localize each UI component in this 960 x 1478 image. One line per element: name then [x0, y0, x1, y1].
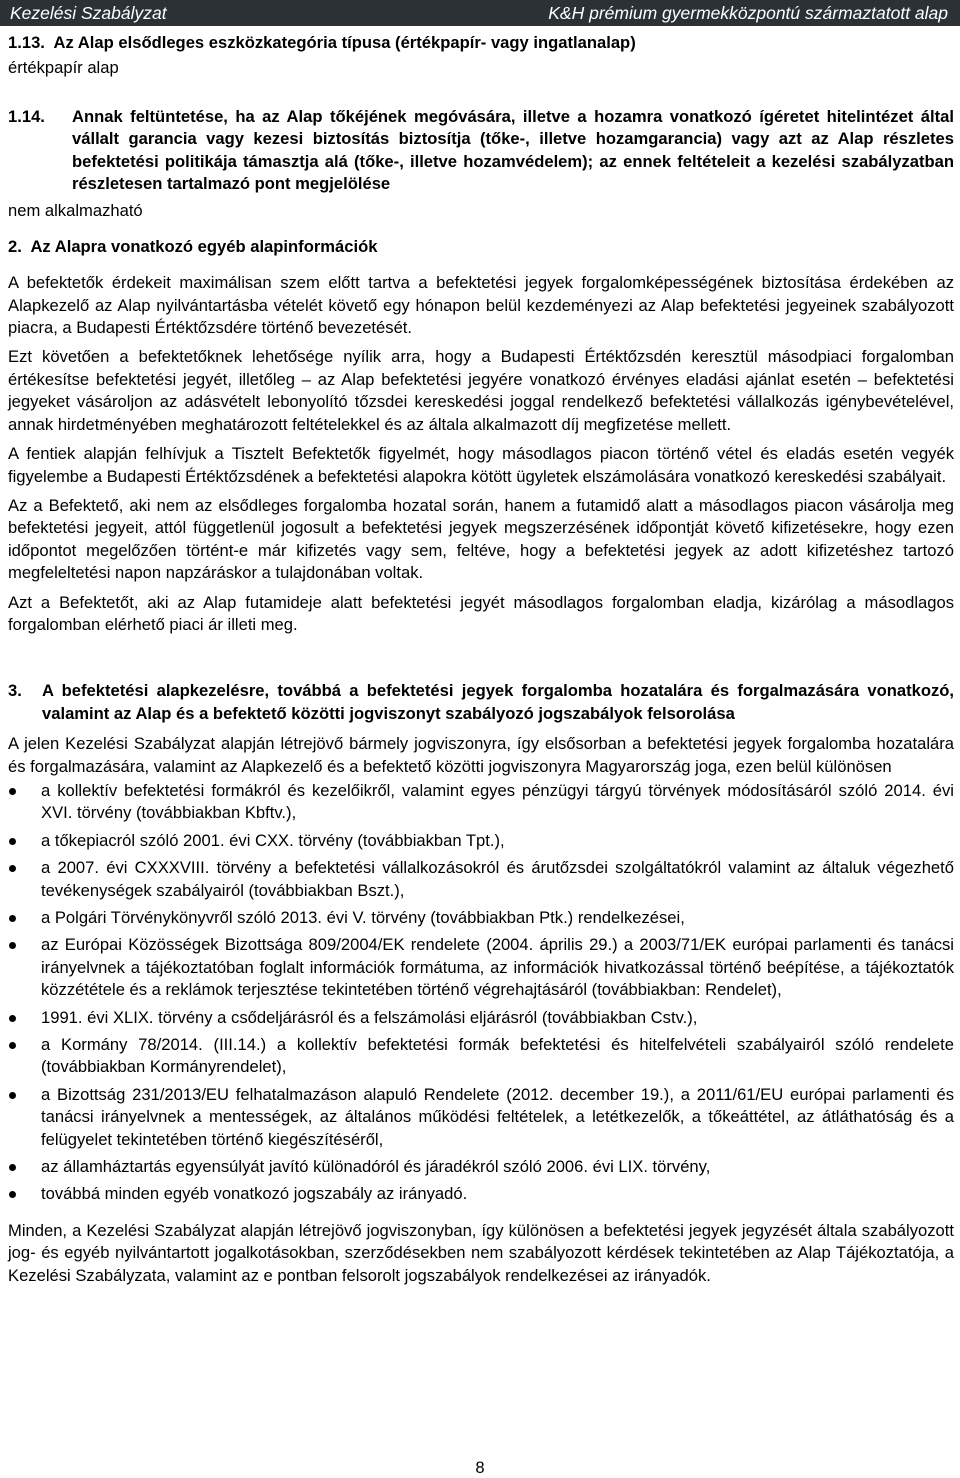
section-2-paragraph: Azt a Befektetőt, aki az Alap futamideje alatt befektetési jegyét másodlagos forgalomban eladja, kizárólag a másodlagos forgalomban elérhető piaci ár illeti meg. [8, 592, 954, 634]
section-3-intro: A jelen Kezelési Szabályzat alapján létrejövő bármely jogviszonyra, így elsősorban a befektetési jegyek forgalomba hozatalára és forgalmazására, valamint az Alapkezelő és a befektető közötti jogviszonyra Magyarország joga, ezen belül különösen [8, 734, 954, 776]
list-item: a 2007. évi CXXXVIII. törvény a befektetési vállalkozásokról és árutőzsdei szolgáltatókról valamint az általuk végezhető tevékenységek szabályairól (továbbiakban Bszt.), [8, 857, 954, 902]
section-number: 3. [8, 681, 22, 701]
list-item: a Polgári Törvénykönyvről szóló 2013. évi V. törvény (továbbiakban Ptk.) rendelkezései, [8, 907, 954, 929]
section-3-closing: Minden, a Kezelési Szabályzat alapján létrejövő jogviszonyban, így különösen a befektetési jegyek jegyzését általa szabályozott jog- és egyéb nyilvántartott jogalkotásokban, szerződésekben nem szabályozott kérdések tekintetében az Alap Tájékoztatója, a Kezelési Szabályzata, valamint az e pontban felsorolt jogszabályok rendelkezései az irányadók. [8, 1220, 954, 1285]
section-2-heading [8, 236, 954, 258]
section-1-14-heading [8, 106, 954, 196]
bullet-icon [9, 838, 16, 845]
bullet-icon [9, 1164, 16, 1171]
section-1-14-value: nem alkalmazható [8, 201, 143, 221]
section-title: Az Alap elsődleges eszközkategória típusa (értékpapír- vagy ingatlanalap) [53, 33, 636, 52]
section-2-paragraph: A fentiek alapján felhívjuk a Tisztelt Befektetők figyelmét, hogy másodlagos piacon történő vétel és eladás esetén vegyék figyelembe a Budapesti Értéktőzsdének a befektetési alapokra kötött ügyletek elszámolására vonatkozó kereskedési szabályait. [8, 444, 954, 486]
bullet-icon [9, 788, 16, 795]
document-header [0, 0, 960, 26]
section-title: A befektetési alapkezelésre, továbbá a befektetési jegyek forgalomba hozatalára és forgalmazására vonatkozó, valamint az Alap és a befektető közötti jogviszonyt szabályozó jogszabályok felsorolása [42, 681, 954, 723]
bullet-icon [9, 1042, 16, 1049]
header-document-title: Kezelési Szabályzat [10, 3, 167, 23]
bullet-icon [9, 942, 16, 949]
list-item: a tőkepiacról szóló 2001. évi CXX. törvény (továbbiakban Tpt.), [8, 830, 954, 852]
page-body [8, 28, 954, 1287]
section-title: Annak feltüntetése, ha az Alap tőkéjének megóvására, illetve a hozamra vonatkozó ígéretet hitelintézet által vállalt garancia vagy kezesi biztosítás biztosítja (tőke-, illetve hozamgarancia) vagy azt az Alap részletes befektetési politikája támasztja alá (tőke-, illetve hozamvédelem); az ennek feltételeit a kezelési szabályzatban részletesen tartalmazó pont megjelölése [72, 106, 954, 194]
list-item: az Európai Közösségek Bizottsága 809/2004/EK rendelete (2004. április 29.) a 2003/71/EK európai parlamenti és tanácsi irányelvnek a tájékoztatóban foglalt információk formátuma, az információk hivatkozással történő beépítése, a tájékoztatók közzététele és a reklámok terjesztése tekintetében történő végrehajtásáról (továbbiakban: Rendelet), [8, 934, 954, 1001]
bullet-icon [9, 1092, 16, 1099]
bullet-icon [9, 1191, 16, 1198]
bullet-icon [9, 1015, 16, 1022]
list-item: a Bizottság 231/2013/EU felhatalmazáson alapuló Rendelete (2012. december 19.), a 2011/61/EU európai parlamenti és tanácsi irányelvnek a mentességek, az általános működési feltételek, a letétkezelők, a tőkeáttétel, az átláthatóság és a felügyelet tekintetében történő kiegészítéséről, [8, 1084, 954, 1151]
list-item: 1991. évi XLIX. törvény a csődeljárásról és a felszámolási eljárásról (továbbiakban Cstv.), [8, 1007, 954, 1029]
section-number: 2. [8, 236, 22, 256]
section-1-13-value: értékpapír alap [8, 58, 119, 78]
section-2-paragraph: Ezt követően a befektetőknek lehetősége nyílik arra, hogy a Budapesti Értéktőzsdén keresztül másodpiaci forgalomban értékesítse befektetési jegyét, illetőleg – az Alap befektetési jegyére vonatkozó érvényes eladási ajánlat esetén – befektetési jegyeket vásároljon az adásvételt lebonyolító tőzsdei kereskedési joggal rendelkező befektetési vállalkozás igénybevételével, annak hirdetményében meghatározott feltételekkel és az általa alkalmazott díj megfizetése mellett. [8, 347, 954, 434]
section-2-paragraph: Az a Befektető, aki nem az elsődleges forgalomba hozatal során, hanem a futamidő alatt a másodlagos piacon vásárolja meg befektetési jegyeit, attól függetlenül jogosult a befektetési jegyek megszerzésének időpontját követő kifizetésekre, hogy ezen időpontot megelőzően történt-e már kifizetés vagy sem, feltéve, hogy a befektetési jegyek az adott kifizetéshez tartozó megfeleltetési napon napzáráskor a tulajdonában voltak. [8, 495, 954, 583]
list-item: a kollektív befektetési formákról és kezelőikről, valamint egyes pénzügyi tárgyú törvények módosításáról szóló 2014. évi XVI. törvény (továbbiakban Kbftv.), [8, 780, 954, 825]
section-number: 1.14. [8, 106, 45, 126]
section-3-heading [8, 680, 954, 725]
bullet-icon [9, 865, 16, 872]
header-fund-name: K&H prémium gyermekközpontú származtatott alap [548, 3, 948, 23]
section-title: Az Alapra vonatkozó egyéb alapinformációk [30, 236, 378, 256]
section-number: 1.13. [8, 33, 45, 52]
bullet-icon [9, 915, 16, 922]
section-1-13-heading [8, 32, 954, 54]
list-item: az államháztartás egyensúlyát javító különadóról és járadékról szóló 2006. évi LIX. törvény, [8, 1156, 954, 1178]
section-2-paragraph: A befektetők érdekeit maximálisan szem előtt tartva a befektetési jegyek forgalomképességének biztosítása érdekében az Alapkezelő az Alap nyilvántartásba vételét követő egy hónapon belül kezdeményezi az Alap befektetési jegyeinek szabályozott piacra, a Budapesti Értéktőzsdére történő bevezetését. [8, 273, 954, 338]
legislation-list [8, 780, 954, 1206]
page-number: 8 [475, 1458, 485, 1477]
list-item: továbbá minden egyéb vonatkozó jogszabály az irányadó. [8, 1183, 954, 1205]
list-item: a Kormány 78/2014. (III.14.) a kollektív befektetési formák befektetési és hitelfelvételi szabályairól szóló rendelete (továbbiakban Kormányrendelet), [8, 1034, 954, 1079]
